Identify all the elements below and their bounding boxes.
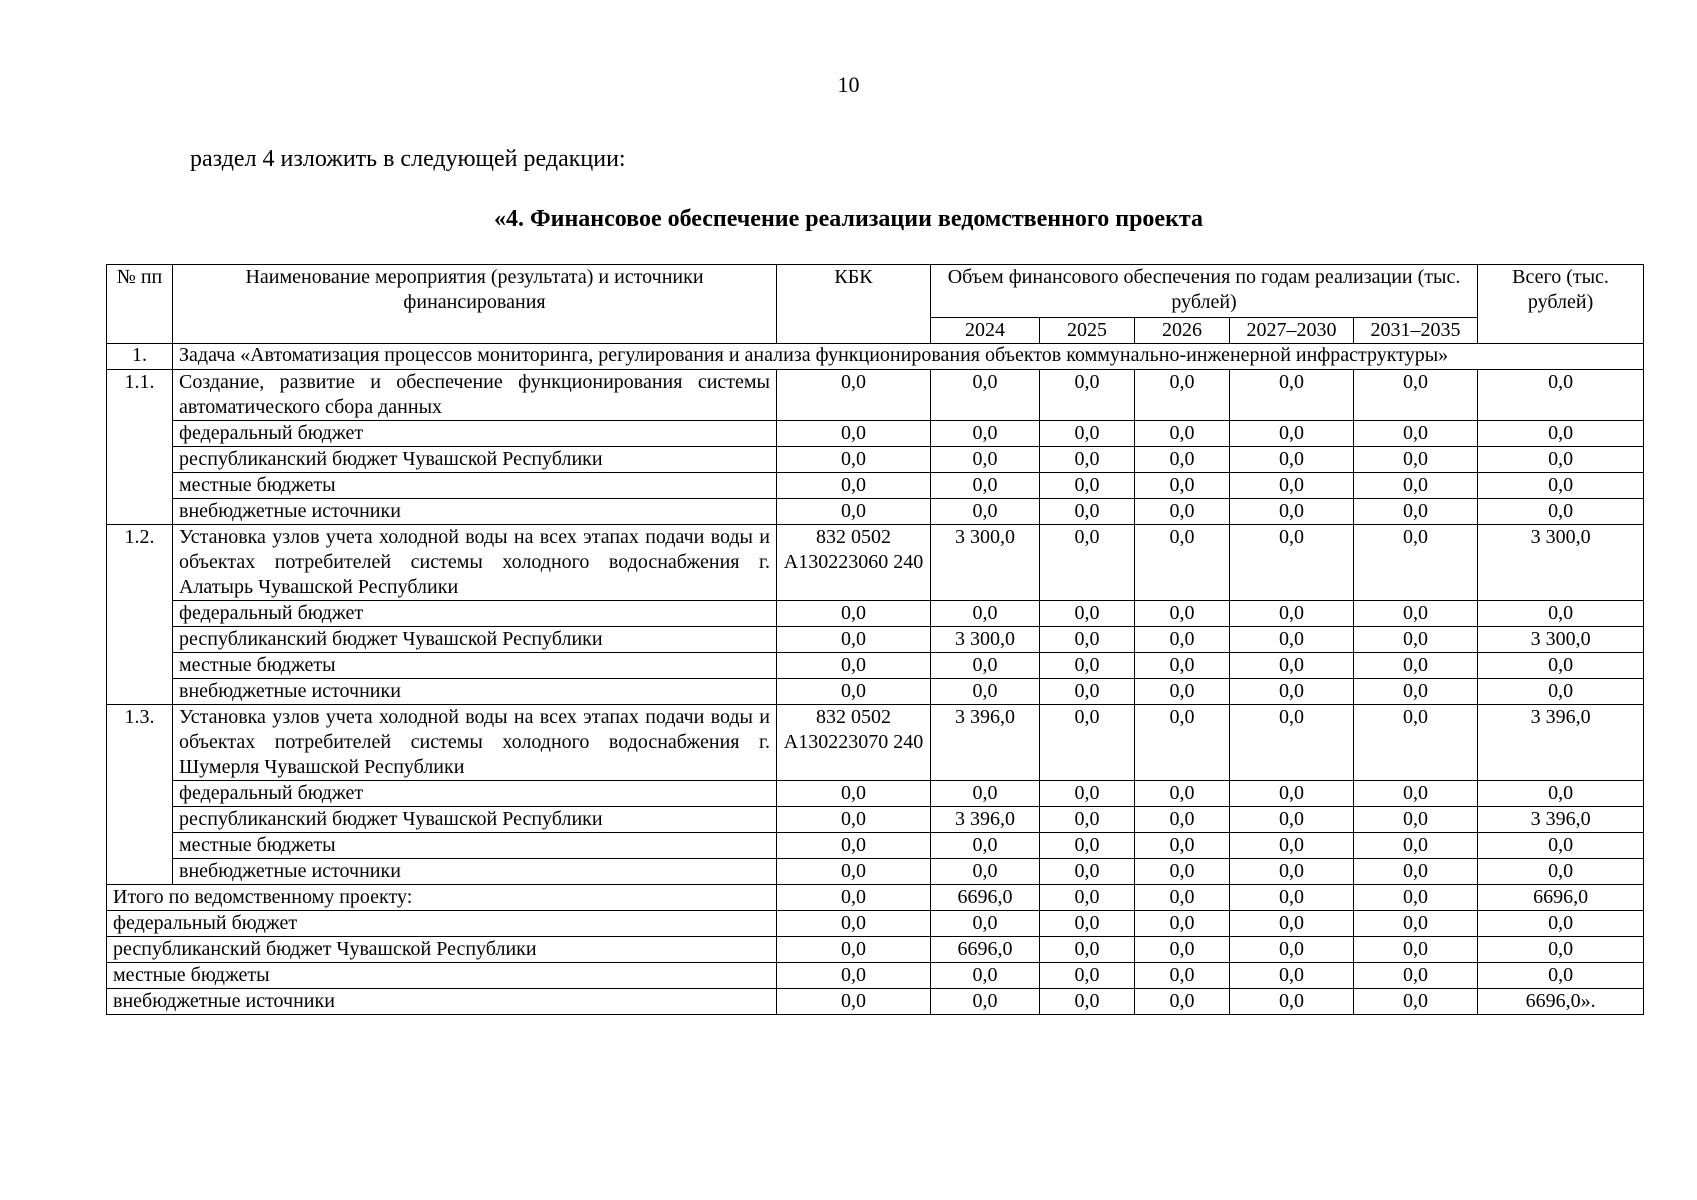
source-name: внебюджетные источники [173,859,777,885]
measure-name: Создание, развитие и обеспечение функционирования системы автоматического сбора данных [173,370,777,421]
totals-row [107,963,1644,989]
financing-table [106,264,1644,1015]
value-cell: 0,0 [1230,937,1354,963]
kbk-cell: 0,0 [777,627,931,653]
value-cell: 0,0 [1230,499,1354,525]
value-cell: 0,0 [1230,885,1354,911]
value-cell: 0,0 [1135,447,1230,473]
total-cell: 0,0 [1478,963,1644,989]
value-cell: 6696,0 [931,885,1040,911]
total-cell: 0,0 [1478,653,1644,679]
value-cell: 0,0 [1040,807,1135,833]
value-cell: 0,0 [1040,525,1135,601]
value-cell: 0,0 [1135,705,1230,781]
value-cell: 0,0 [931,911,1040,937]
value-cell: 0,0 [1040,885,1135,911]
totals-row [107,911,1644,937]
value-cell: 0,0 [1354,370,1478,421]
value-cell: 0,0 [1230,989,1354,1015]
page-number: 10 [837,72,860,97]
task-text: Задача «Автоматизация процессов мониторинга, регулирования и анализа функционирования объектов коммунально-инженерной инфраструктуры» [173,344,1644,370]
header-year: 2031–2035 [1354,318,1478,344]
kbk-cell: 0,0 [777,370,931,421]
value-cell: 0,0 [1354,653,1478,679]
value-cell: 0,0 [1135,627,1230,653]
totals-name: республиканский бюджет Чувашской Республики [107,937,777,963]
value-cell: 0,0 [1230,473,1354,499]
intro-text: раздел 4 изложить в следующей редакции: [190,146,626,172]
source-row [107,499,1644,525]
value-cell: 0,0 [1135,653,1230,679]
value-cell: 0,0 [1354,627,1478,653]
value-cell: 0,0 [1135,807,1230,833]
value-cell: 0,0 [1135,473,1230,499]
value-cell: 0,0 [1040,627,1135,653]
value-cell: 0,0 [931,859,1040,885]
header-num: № пп [107,265,173,344]
total-cell: 0,0 [1478,911,1644,937]
source-row [107,421,1644,447]
value-cell: 0,0 [1040,833,1135,859]
value-cell: 0,0 [1040,679,1135,705]
total-cell: 0,0 [1478,473,1644,499]
kbk-cell: 0,0 [777,421,931,447]
header-year: 2025 [1040,318,1135,344]
value-cell: 0,0 [931,601,1040,627]
value-cell: 0,0 [1135,370,1230,421]
total-cell: 0,0 [1478,859,1644,885]
source-name: республиканский бюджет Чувашской Республики [173,627,777,653]
header-volume: Объем финансового обеспечения по годам реализации (тыс. рублей) [931,265,1478,318]
kbk-cell: 0,0 [777,781,931,807]
value-cell: 0,0 [931,421,1040,447]
total-cell: 0,0 [1478,370,1644,421]
kbk-cell: 0,0 [777,473,931,499]
value-cell: 0,0 [1135,859,1230,885]
value-cell: 0,0 [931,833,1040,859]
task-row [107,344,1644,370]
total-cell: 6696,0 [1478,885,1644,911]
value-cell: 0,0 [1230,963,1354,989]
value-cell: 0,0 [1040,859,1135,885]
totals-name: Итого по ведомственному проекту: [107,885,777,911]
value-cell: 3 396,0 [931,807,1040,833]
total-cell: 3 300,0 [1478,627,1644,653]
table-row [107,525,1644,601]
value-cell: 6696,0 [931,937,1040,963]
value-cell: 0,0 [1040,989,1135,1015]
value-cell: 0,0 [1230,679,1354,705]
source-name: республиканский бюджет Чувашской Республики [173,807,777,833]
value-cell: 0,0 [1230,653,1354,679]
value-cell: 0,0 [1040,705,1135,781]
row-number: 1.2. [107,525,173,705]
value-cell: 0,0 [1230,627,1354,653]
value-cell: 0,0 [1354,833,1478,859]
value-cell: 0,0 [1135,833,1230,859]
value-cell: 0,0 [1354,447,1478,473]
value-cell: 0,0 [931,653,1040,679]
totals-row [107,885,1644,911]
measure-name: Установка узлов учета холодной воды на всех этапах подачи воды и объектах потребителей системы холодного водоснабжения г. Шумерля Чувашской Республики [173,705,777,781]
value-cell: 0,0 [1135,679,1230,705]
header-total: Всего (тыс. рублей) [1478,265,1644,344]
value-cell: 0,0 [1354,911,1478,937]
value-cell: 0,0 [1040,937,1135,963]
kbk-cell: 0,0 [777,859,931,885]
value-cell: 0,0 [1230,807,1354,833]
kbk-cell: 0,0 [777,833,931,859]
kbk-cell: 0,0 [777,499,931,525]
value-cell: 0,0 [931,447,1040,473]
header-year: 2026 [1135,318,1230,344]
value-cell: 0,0 [1354,705,1478,781]
total-cell: 0,0 [1478,421,1644,447]
source-row [107,679,1644,705]
total-cell: 0,0 [1478,679,1644,705]
kbk-cell: 0,0 [777,679,931,705]
value-cell: 0,0 [1135,989,1230,1015]
value-cell: 0,0 [1230,911,1354,937]
value-cell: 0,0 [1040,911,1135,937]
source-row [107,833,1644,859]
value-cell: 0,0 [1040,499,1135,525]
kbk-cell: 0,0 [777,601,931,627]
header-kbk: КБК [777,265,931,344]
value-cell: 0,0 [1230,447,1354,473]
value-cell: 0,0 [1230,705,1354,781]
value-cell: 0,0 [931,963,1040,989]
value-cell: 0,0 [1354,525,1478,601]
source-name: местные бюджеты [173,473,777,499]
source-row [107,447,1644,473]
value-cell: 0,0 [1230,525,1354,601]
source-name: республиканский бюджет Чувашской Республики [173,447,777,473]
source-name: федеральный бюджет [173,781,777,807]
header-year: 2024 [931,318,1040,344]
total-cell: 0,0 [1478,499,1644,525]
total-cell: 0,0 [1478,833,1644,859]
value-cell: 0,0 [931,679,1040,705]
value-cell: 0,0 [931,499,1040,525]
value-cell: 0,0 [1135,963,1230,989]
value-cell: 0,0 [1354,963,1478,989]
value-cell: 0,0 [1040,781,1135,807]
value-cell: 0,0 [1354,601,1478,627]
value-cell: 0,0 [1230,781,1354,807]
value-cell: 0,0 [1230,601,1354,627]
source-name: местные бюджеты [173,833,777,859]
totals-row [107,989,1644,1015]
kbk-cell: 0,0 [777,653,931,679]
source-row [107,601,1644,627]
value-cell: 0,0 [1354,807,1478,833]
value-cell: 0,0 [1354,989,1478,1015]
source-name: местные бюджеты [173,653,777,679]
kbk-cell: 0,0 [777,885,931,911]
value-cell: 3 300,0 [931,525,1040,601]
kbk-cell: 0,0 [777,937,931,963]
totals-row [107,937,1644,963]
source-name: федеральный бюджет [173,421,777,447]
kbk-cell: 832 0502 А130223060 240 [777,525,931,601]
table-row [107,370,1644,421]
value-cell: 0,0 [1135,885,1230,911]
table-body [107,344,1644,1015]
value-cell: 0,0 [1135,421,1230,447]
kbk-cell: 0,0 [777,447,931,473]
value-cell: 0,0 [931,989,1040,1015]
value-cell: 0,0 [1040,370,1135,421]
total-cell: 3 396,0 [1478,807,1644,833]
value-cell: 0,0 [1354,421,1478,447]
value-cell: 0,0 [1230,421,1354,447]
row-number: 1. [107,344,173,370]
source-row [107,807,1644,833]
value-cell: 0,0 [1040,421,1135,447]
totals-name: федеральный бюджет [107,911,777,937]
row-number: 1.3. [107,705,173,885]
kbk-cell: 0,0 [777,963,931,989]
totals-name: внебюджетные источники [107,989,777,1015]
total-cell: 0,0 [1478,937,1644,963]
total-cell: 0,0 [1478,601,1644,627]
total-cell: 6696,0». [1478,989,1644,1015]
source-row [107,859,1644,885]
value-cell: 0,0 [931,370,1040,421]
value-cell: 0,0 [1354,781,1478,807]
kbk-cell: 0,0 [777,911,931,937]
value-cell: 0,0 [1135,499,1230,525]
value-cell: 0,0 [1135,781,1230,807]
total-cell: 3 396,0 [1478,705,1644,781]
value-cell: 0,0 [1354,859,1478,885]
value-cell: 0,0 [1135,911,1230,937]
value-cell: 0,0 [1135,525,1230,601]
value-cell: 0,0 [1135,601,1230,627]
totals-name: местные бюджеты [107,963,777,989]
value-cell: 0,0 [1354,885,1478,911]
kbk-cell: 0,0 [777,807,931,833]
value-cell: 0,0 [931,473,1040,499]
header-name: Наименование мероприятия (результата) и источники финансирования [173,265,777,344]
value-cell: 3 300,0 [931,627,1040,653]
source-row [107,781,1644,807]
source-name: внебюджетные источники [173,499,777,525]
value-cell: 0,0 [1040,963,1135,989]
source-name: внебюджетные источники [173,679,777,705]
value-cell: 0,0 [1135,937,1230,963]
source-name: федеральный бюджет [173,601,777,627]
value-cell: 0,0 [1230,859,1354,885]
value-cell: 0,0 [1040,601,1135,627]
source-row [107,473,1644,499]
total-cell: 0,0 [1478,781,1644,807]
value-cell: 0,0 [1230,833,1354,859]
measure-name: Установка узлов учета холодной воды на всех этапах подачи воды и объектах потребителей системы холодного водоснабжения г. Алатырь Чувашской Республики [173,525,777,601]
value-cell: 0,0 [1354,937,1478,963]
value-cell: 0,0 [931,781,1040,807]
total-cell: 0,0 [1478,447,1644,473]
value-cell: 0,0 [1354,679,1478,705]
value-cell: 0,0 [1040,653,1135,679]
row-number: 1.1. [107,370,173,525]
table-row [107,705,1644,781]
value-cell: 0,0 [1354,499,1478,525]
value-cell: 0,0 [1354,473,1478,499]
total-cell: 3 300,0 [1478,525,1644,601]
kbk-cell: 832 0502 А130223070 240 [777,705,931,781]
value-cell: 0,0 [1040,473,1135,499]
value-cell: 3 396,0 [931,705,1040,781]
header-year: 2027–2030 [1230,318,1354,344]
value-cell: 0,0 [1230,370,1354,421]
source-row [107,653,1644,679]
section-title: «4. Финансовое обеспечение реализации ведомственного проекта [494,206,1203,232]
kbk-cell: 0,0 [777,989,931,1015]
value-cell: 0,0 [1040,447,1135,473]
source-row [107,627,1644,653]
